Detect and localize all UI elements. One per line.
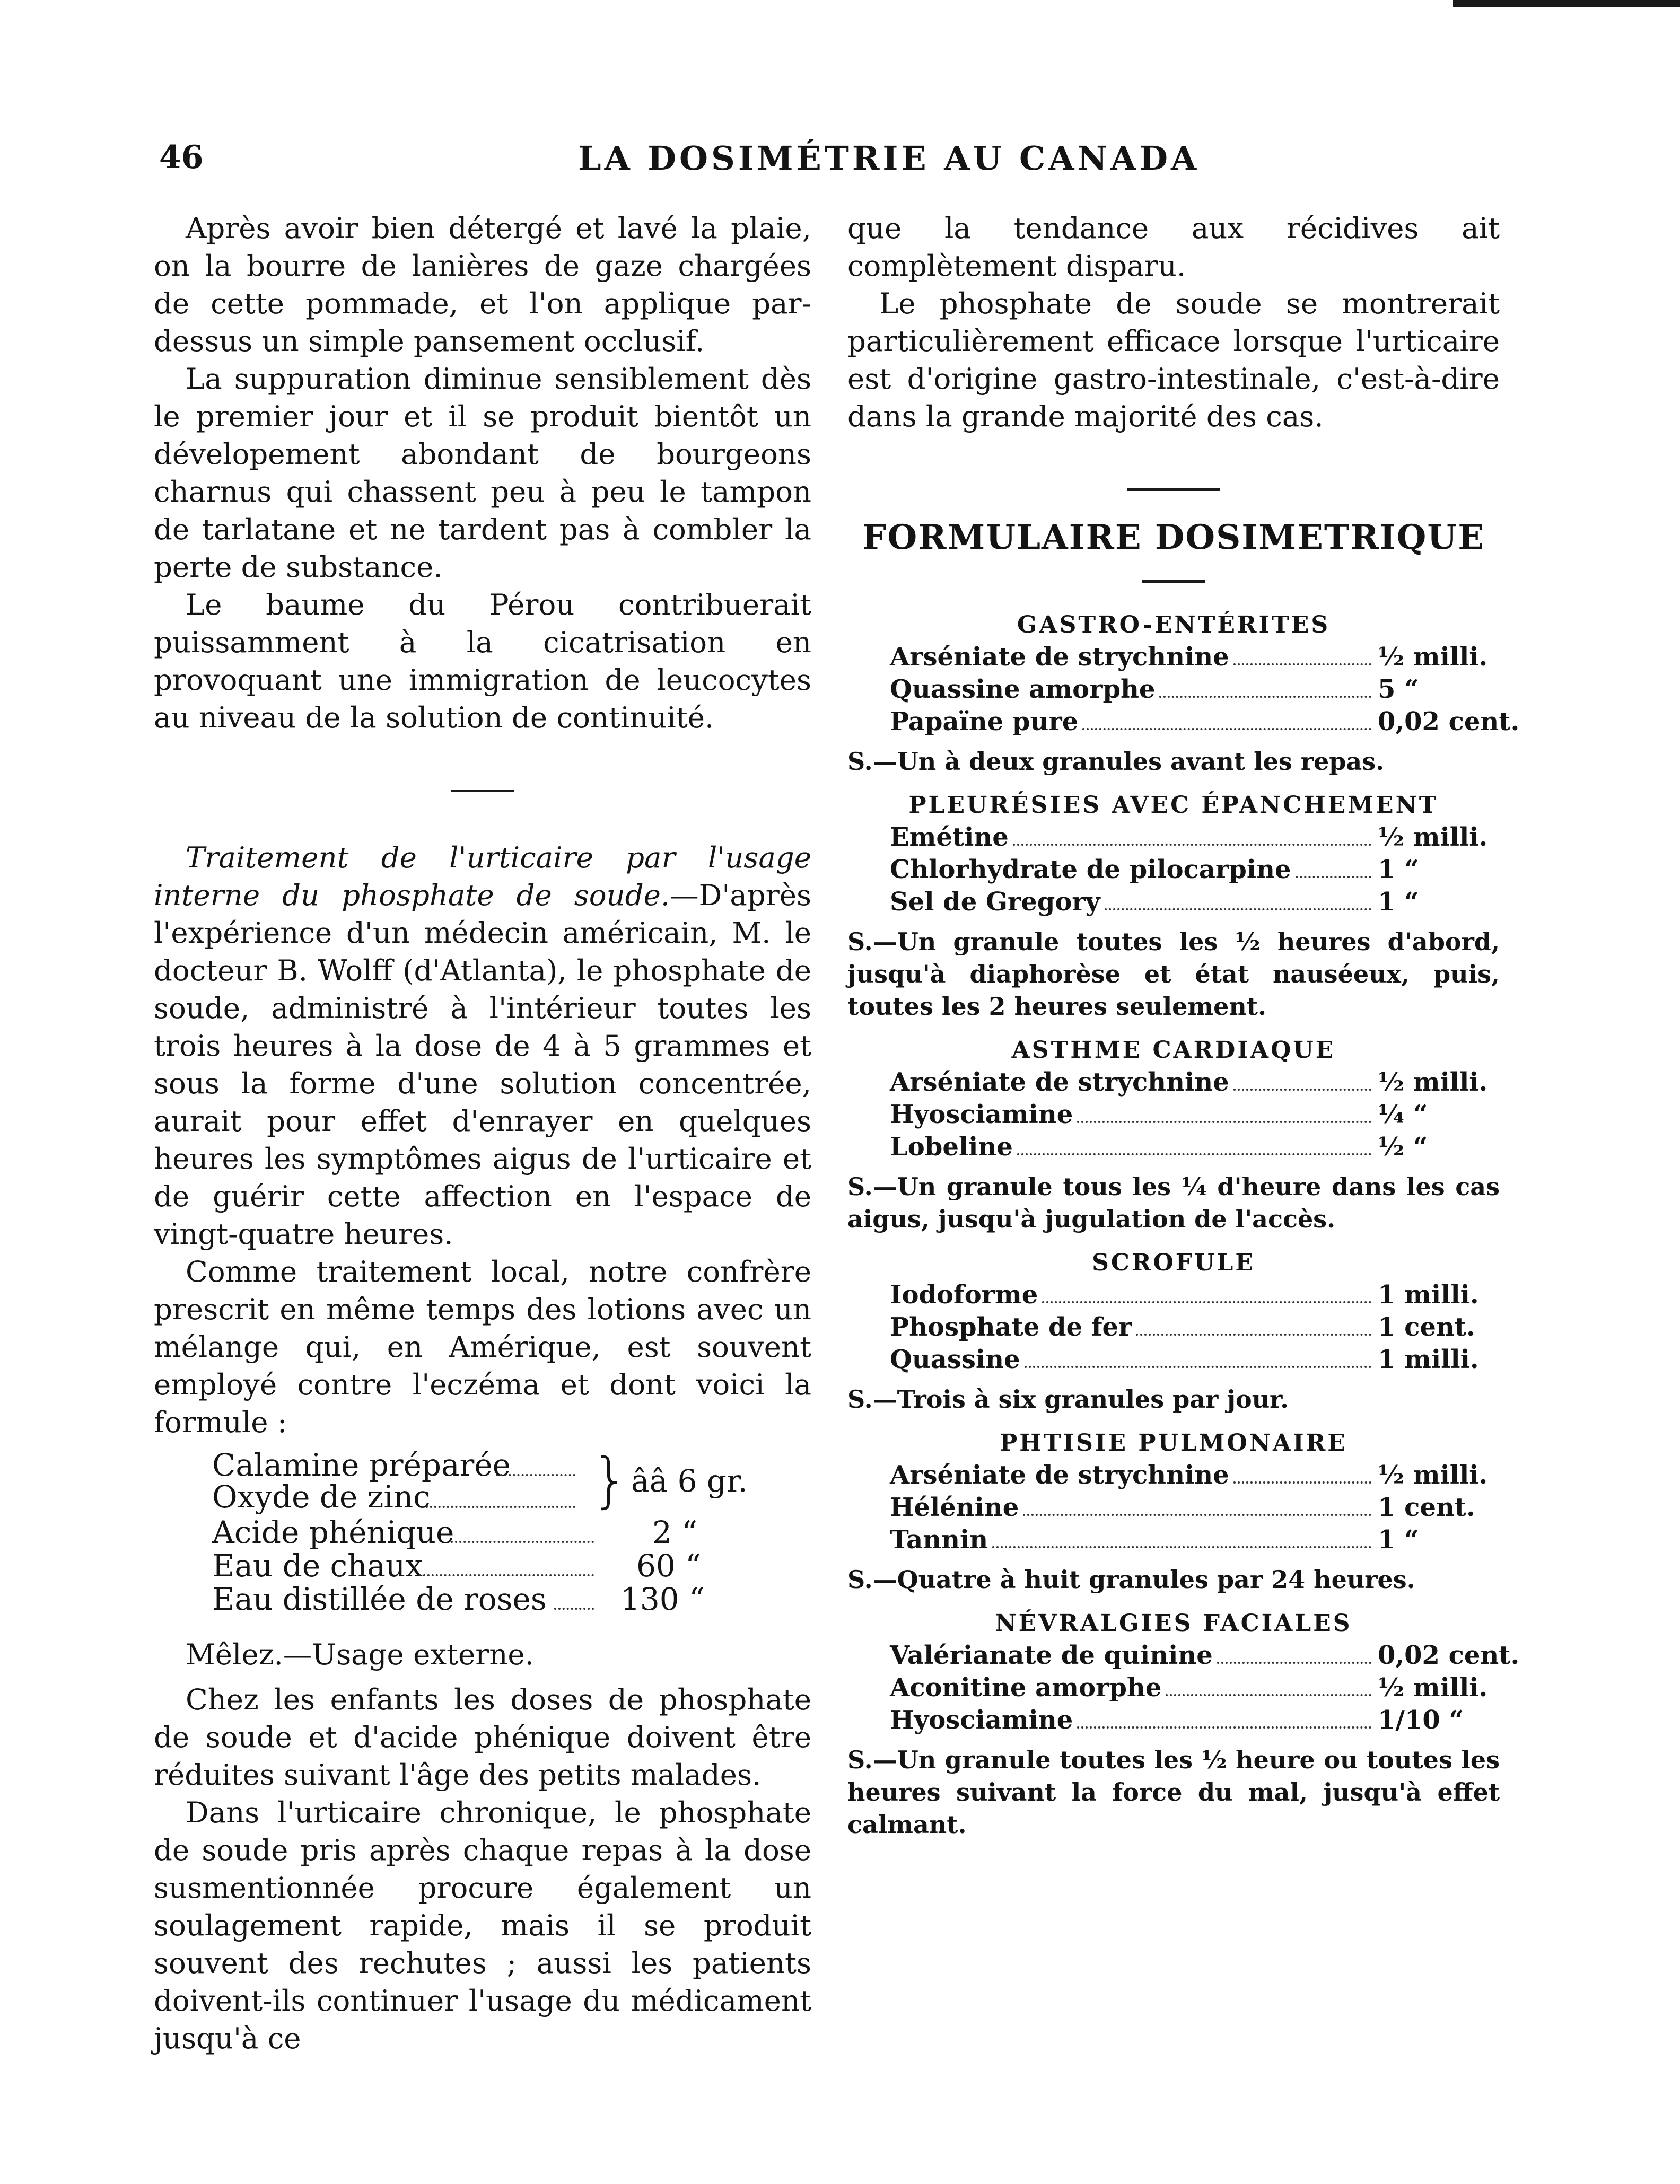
drug-dose: ½ milli. <box>1378 1673 1488 1703</box>
prescription-item <box>847 1279 1500 1311</box>
drug-name: Tannin <box>890 1525 988 1555</box>
leader-dots <box>1166 1694 1371 1696</box>
leader-dots <box>554 1608 594 1610</box>
page-number: 46 <box>159 139 204 176</box>
dosage-instruction: S.—Un granule tous les ¼ d'heure dans les cas aigus, jusqu'à jugulation de l'accès. <box>847 1172 1500 1233</box>
drug-dose: 0,02 cent. <box>1378 707 1520 736</box>
formula-ingredient: Eau distillée de roses <box>212 1581 547 1617</box>
drug-dose: 1 milli. <box>1378 1345 1479 1374</box>
drug-name: Arséniate de strychnine <box>890 642 1229 672</box>
leader-dots <box>419 1574 594 1576</box>
running-title: LA DOSIMÉTRIE AU CANADA <box>578 139 1200 178</box>
drug-dose: 1 milli. <box>1378 1280 1479 1310</box>
leader-dots <box>1217 1662 1371 1664</box>
leader-dots <box>1025 1366 1371 1368</box>
section-heading: NÉVRALGIES FACIALES <box>995 1610 1352 1637</box>
paragraph: Après avoir bien détergé et lavé la plaie, on la bourre de lanières de gaze chargées de cette pommade, et l'on applique par-dessus un simple pansement occlusif. <box>154 211 811 358</box>
formula-ingredient: Acide phénique <box>212 1514 454 1550</box>
leader-dots <box>451 1541 594 1543</box>
leader-dots <box>1159 696 1371 698</box>
drug-dose: 1 cent. <box>1378 1493 1475 1522</box>
drug-name: Chlorhydrate de pilocarpine <box>890 855 1291 884</box>
dosage-instruction: S.—Trois à six granules par jour. <box>847 1385 1289 1414</box>
formula-ingredient: Eau de chaux <box>212 1548 423 1584</box>
drug-dose: ½ milli. <box>1378 1067 1488 1097</box>
page-header <box>159 139 1506 187</box>
drug-name: Emétine <box>890 822 1009 852</box>
drug-dose: ½ “ <box>1378 1132 1428 1162</box>
leader-dots <box>1105 908 1371 910</box>
paragraph: Mêlez.—Usage externe. <box>186 1637 535 1671</box>
drug-name: Papaïne pure <box>890 707 1079 736</box>
prescription-item <box>847 821 1500 854</box>
leader-dots <box>1296 876 1371 878</box>
formulaire-section <box>847 609 1520 778</box>
drug-name: Hyosciamine <box>890 1100 1073 1129</box>
dosage-instruction: S.—Un à deux granules avant les repas. <box>847 747 1385 776</box>
drug-name: Quassine amorphe <box>890 674 1156 704</box>
leader-dots <box>1136 1334 1371 1336</box>
prescription-item <box>847 1131 1500 1163</box>
formula-shared-quantity: ââ 6 gr. <box>631 1463 748 1499</box>
section-heading: PHTISIE PULMONAIRE <box>1000 1429 1348 1457</box>
paragraph: Le baume du Pérou contribuerait puissamment à la cicatrisation en provoquant une immigration de leucocytes au niveau de la solution de continuité. <box>154 587 811 734</box>
section-heading: PLEURÉSIES AVEC ÉPANCHEMENT <box>908 792 1439 819</box>
leader-dots <box>1013 844 1371 846</box>
section-heading: ASTHME CARDIAQUE <box>1011 1037 1336 1064</box>
article-title: Traitement de l'urticaire par l'usage interne du phosphate de soude. <box>154 840 811 912</box>
leader-dots <box>1233 663 1371 665</box>
drug-dose: 1/10 “ <box>1378 1705 1464 1735</box>
leader-dots <box>496 1474 575 1476</box>
drug-name: Lobeline <box>890 1132 1013 1162</box>
prescription-item <box>847 1459 1500 1492</box>
leader-dots <box>1042 1301 1371 1303</box>
formula-quantity: 2 “ <box>652 1514 697 1550</box>
formula-ingredient: Calamine préparée <box>212 1447 511 1483</box>
article-body: —D'après l'expérience d'un médecin américain, M. le docteur B. Wolff (d'Atlanta), le phosphate de soude, administré à l'intérieur toutes les trois heures à la dose de 4 à 5 grammes et sous la forme d'une solution concentrée, aurait pour effet d'enrayer en quelques heures les symptômes aigus de l'urticaire et de guérir cette affection en l'espace de vingt-quatre heures. <box>154 878 811 1251</box>
leader-dots <box>1233 1089 1371 1091</box>
prescription-item <box>847 886 1500 918</box>
leader-dots <box>992 1546 1371 1548</box>
lotion-formula <box>154 1446 811 1620</box>
prescription-item <box>847 1639 1520 1672</box>
paragraph: La suppuration diminue sensiblement dès le premier jour et il se produit bientôt un dévelopement abondant de bourgeons charnus qui chassent peu à peu le tampon de tarlatane et ne tardent pas à combler la perte de substance. <box>154 362 811 584</box>
prescription-item <box>847 1524 1500 1556</box>
dosage-instruction: S.—Un granule toutes les ½ heures d'abord, jusqu'à diaphorèse et état nauséeux, puis, toutes les 2 heures seulement. <box>847 927 1500 1021</box>
formulaire-section <box>847 1427 1500 1596</box>
right-column <box>847 209 1520 1841</box>
leader-dots <box>1082 728 1371 730</box>
dosage-instruction: S.—Quatre à huit granules par 24 heures. <box>847 1565 1415 1594</box>
drug-dose: ½ milli. <box>1378 642 1488 672</box>
formulaire-section <box>847 1608 1520 1841</box>
prescription-item <box>847 641 1500 673</box>
formula-ingredient: Oxyde de zinc <box>212 1479 431 1515</box>
dosage-instruction: S.—Un granule toutes les ½ heure ou toutes les heures suivant la force du mal, jusqu'à effet calmant. <box>847 1746 1500 1839</box>
drug-dose: 0,02 cent. <box>1378 1641 1520 1670</box>
leader-dots <box>1077 1121 1371 1123</box>
prescription-item <box>847 1311 1500 1344</box>
drug-name: Hyosciamine <box>890 1705 1073 1735</box>
scan-edge-line <box>1453 0 1680 7</box>
leader-dots <box>1077 1726 1371 1729</box>
drug-name: Sel de Gregory <box>890 887 1100 917</box>
drug-dose: ¼ “ <box>1378 1100 1428 1129</box>
prescription-item <box>847 1672 1500 1704</box>
prescription-item <box>847 1704 1500 1736</box>
prescription-item <box>847 1492 1500 1524</box>
prescription-item <box>847 854 1500 886</box>
paragraph: Comme traitement local, notre confrère prescrit en même temps des lotions avec un mélange qui, en Amérique, est souvent employé contre l'eczéma et dont voici la formule : <box>154 1255 811 1439</box>
drug-dose: 1 “ <box>1378 1525 1419 1555</box>
left-column <box>154 209 811 2057</box>
drug-name: Quassine <box>890 1345 1020 1374</box>
drug-dose: ½ milli. <box>1378 822 1488 852</box>
drug-dose: ½ milli. <box>1378 1460 1488 1490</box>
drug-name: Valérianate de quinine <box>890 1641 1213 1670</box>
prescription-item <box>847 1099 1500 1131</box>
prescription-item <box>847 1344 1500 1376</box>
prescription-item <box>847 673 1500 706</box>
drug-dose: 1 cent. <box>1378 1312 1475 1342</box>
formulaire-section <box>847 1247 1500 1416</box>
drug-name: Arséniate de strychnine <box>890 1460 1229 1490</box>
section-heading: GASTRO-ENTÉRITES <box>1017 611 1331 638</box>
prescription-item <box>847 706 1520 738</box>
leader-dots <box>422 1506 575 1508</box>
drug-dose: 5 “ <box>1378 674 1419 704</box>
paragraph: Dans l'urticaire chronique, le phosphate de soude pris après chaque repas à la dose susmentionnée procure également un soulagement rapide, mais il se produit souvent des rechutes ; aussi les patients doivent-ils continuer l'usage du médicament jusqu'à ce <box>154 1795 811 2055</box>
paragraph: Le phosphate de soude se montrerait particulièrement efficace lorsque l'urticaire est d'origine gastro-intestinale, c'est-à-dire dans la grande majorité des cas. <box>847 286 1500 433</box>
drug-name: Aconitine amorphe <box>890 1673 1162 1703</box>
drug-name: Iodoforme <box>890 1280 1038 1310</box>
drug-name: Hélénine <box>890 1493 1019 1522</box>
formula-quantity: 60 “ <box>636 1548 701 1584</box>
drug-dose: 1 “ <box>1378 887 1419 917</box>
leader-dots <box>1233 1481 1371 1484</box>
formulaire-section <box>847 1034 1500 1235</box>
drug-name: Arséniate de strychnine <box>890 1067 1229 1097</box>
drug-name: Phosphate de fer <box>890 1312 1132 1342</box>
leader-dots <box>1023 1514 1371 1516</box>
prescription-item <box>847 1066 1500 1099</box>
brace-glyph: } <box>591 1446 629 1515</box>
formula-quantity: 130 “ <box>620 1581 705 1617</box>
formulaire-section <box>847 790 1500 1023</box>
paragraph-urticaire <box>154 839 811 1253</box>
section-heading: SCROFULE <box>1092 1249 1255 1276</box>
formulaire-title: FORMULAIRE DOSIMETRIQUE <box>862 518 1485 557</box>
leader-dots <box>1017 1153 1371 1155</box>
drug-dose: 1 “ <box>1378 855 1419 884</box>
paragraph: que la tendance aux récidives ait complètement disparu. <box>847 211 1500 283</box>
paragraph: Chez les enfants les doses de phosphate de soude et d'acide phénique doivent être réduites suivant l'âge des petits malades. <box>154 1682 811 1792</box>
